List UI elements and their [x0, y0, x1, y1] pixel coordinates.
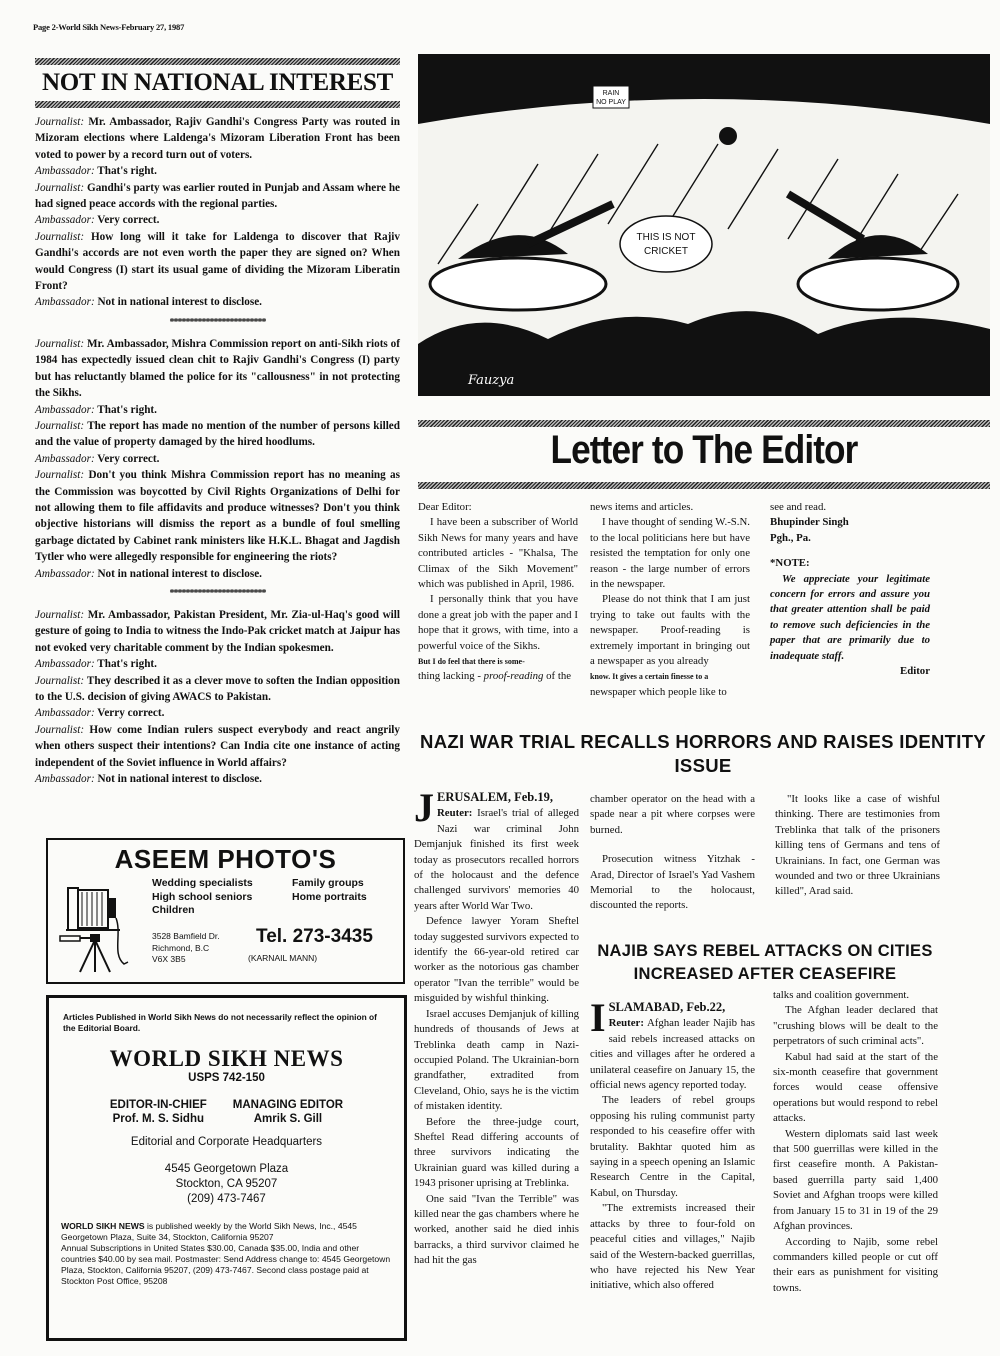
qa-line: [35, 212, 400, 228]
qa-line: [35, 180, 400, 213]
speaker-label: Ambassador:: [35, 296, 95, 309]
dropcap: J: [414, 785, 434, 830]
nazi-col-1: JERUSALEM, Feb.19, Reuter: Israel's trial of alleged Nazi war criminal John Demjanjuk finished its first week today as prosecutors recalled horrors of the holocaust and the defence challenged survivors' memories 40 years after World War Two. Defence lawyer Yoram Sheftel today suggested survivors expected to identify the 66-year-old retired car worker as the notorious gas chamber operator "Ivan the terrible" would be misguided by wishful thinking. Israel accuses Demjanjuk of killing hundreds of thousands of Jews at Treblinka death camp in Nazi-occupied Poland. The Ukrainian-born grandfather, extradited from Cleveland, Ohio, says he is the victim of mistaken identity. Before the three-judge court, Sheftel Read differing accounts of three survivors indicating the Ukrainian guard was killed during a 1943 prisoner uprising at Treblinka. One said "Ivan the Terrible" was killed near the gas chambers where he worked, another said he died inhis barracks, a third survivor claimed he had hit the gas: [414, 785, 579, 1267]
speaker-label: Journalist:: [35, 181, 85, 194]
qa-line: [35, 229, 400, 295]
headquarters-address: 4545 Georgetown Plaza Stockton, CA 95207 (209) 473-7467: [164, 1163, 289, 1205]
dropcap: I: [590, 995, 606, 1040]
speaker-label: Ambassador:: [35, 658, 95, 671]
political-cartoon: [418, 54, 990, 396]
qa-line: [35, 771, 400, 787]
dateline: ERUSALEM, Feb.19,: [437, 790, 553, 804]
qa-text: Mr. Ambassador, Pakistan President, Mr. Zia-ul-Haq's good will gesture of going to India to witness the Indo-Pak cricket match at Jaipur has not evoked very charitable comment by the Indian spokesmen.: [35, 608, 401, 654]
qa-text: Not in national interest to disclose.: [97, 567, 262, 580]
qa-line: [35, 467, 400, 565]
najib-headline: NAJIB SAYS REBEL ATTACKS ON CITIES INCREASED AFTER CEASEFIRE: [597, 942, 933, 983]
editor-note-label: *NOTE:: [770, 557, 810, 570]
publication-info: WORLD SIKH NEWS is published weekly by the World Sikh News, Inc., 4545 Georgetown Plaza, Suite 34, Stockton, California 95207 Annual Subscriptions in United States $30.00, Canada $35.00, India and other countries $40.00 by sea mail. Postmaster: Send Address change to: 4545 Georgetown Plaza, Stockton, California 95207, (209) 473-7467. Second class postage paid at Stockton Post Office, 95208: [61, 1221, 391, 1286]
svg-text:NO PLAY: NO PLAY: [596, 99, 626, 106]
cartoon-ball: [719, 127, 737, 145]
managing-editor: MANAGING EDITOR Amrik S. Gill: [232, 1099, 344, 1125]
nazi-col-2: chamber operator on the head with a spade near a pit where corpses were burned. Prosecution witness Yitzhak - Arad, Director of Israel's Yad Vashem Memorial to the holocaust, discounted the reports.: [590, 793, 755, 912]
page-folio: Page 2-World Sikh News-February 27, 1987: [33, 22, 185, 32]
letter-headline: Letter to The Editor: [550, 428, 858, 472]
qa-text: Not in national interest to disclose.: [97, 296, 262, 309]
speaker-label: Ambassador:: [35, 403, 95, 416]
qa-text: They described it as a clever move to soften the Indian opposition to the U.S. decision of giving AWACS to Pakistan.: [35, 674, 400, 703]
qa-text: Not in national interest to disclose.: [97, 773, 262, 786]
qa-line: [35, 722, 400, 771]
qa-text: That's right.: [97, 165, 157, 178]
nazi-col-3: "It looks like a case of wishful thinking. There are testimonies from Treblinka that talk of the prisoners killing tens of Germans and tens of Ukrainians. In fact, one German was wounded and two or three Ukrainians killed", Arad said.: [775, 793, 940, 898]
hatch-rule: [418, 482, 990, 489]
qa-text: Verry correct.: [97, 707, 165, 720]
speaker-label: Ambassador:: [35, 214, 95, 227]
qa-line: [35, 114, 400, 163]
qa-line: [35, 336, 400, 402]
qa-headline: NOT IN NATIONAL INTEREST: [41, 69, 393, 96]
najib-col-2: talks and coalition government. The Afghan leader declared that "crushing blows will be dealt to the perpetrators of such criminal acts". Kabul had said at the start of the six-month ceasefire that government forces would cease offensive operations but would respond to rebel attacks. Western diplomats said last week that 500 guerrillas were killed in the first ceasefire month. A Pakistan-based guerrilla party said 1,400 Soviet and Afghan troops were killed from January 15 to 31 in 19 of the 29 Afghan provinces. According to Najib, some rebel commanders killed people or cut off their ears as punishment for visiting towns.: [773, 989, 938, 1294]
speaker-label: Ambassador:: [35, 707, 95, 720]
dateline: SLAMABAD, Feb.22,: [608, 1000, 726, 1014]
qa-line: [35, 566, 400, 582]
headquarters-label: Editorial and Corporate Headquarters: [130, 1136, 323, 1148]
speaker-label: Journalist:: [35, 116, 85, 128]
ad-services-right: Family groups Home portraits: [292, 877, 367, 903]
hatch-rule: [35, 101, 400, 108]
qa-text: Mr. Ambassador, Mishra Commission report on anti-Sikh riots of 1984 has expectedly issued clean chit to Rajiv Gandhi's Congress (I) party but has reluctantly blamed the police for its "callousness" in not protecting the Sikhs.: [35, 337, 400, 400]
section-separator: ************************: [169, 316, 266, 328]
letter-col-2: news items and articles. I have thought of sending W.-S.N. to the local politicians here but have resisted the temptation for only one reason - the large number of errors in the newspaper. Please do not think that I am just trying to take out faults with the newspaper. Proof-reading is extremely important in bringing out a newspaper as you already know. It gives a certain finesse to a newspaper which people like to: [590, 501, 750, 698]
qa-text: Mr. Ambassador, Rajiv Gandhi's Congress Party was routed in Mizoram elections where Laldenga's Mizoram Liberation Front has been voted to power by a record turn out of voters.: [35, 116, 400, 161]
paper-name: WORLD SIKH NEWS: [109, 1046, 344, 1071]
qa-text: Very correct.: [97, 214, 160, 227]
ad-business-name: ASEEM PHOTO'S: [114, 844, 337, 874]
speaker-label: Ambassador:: [35, 773, 95, 786]
qa-text: How long will it take for Laldenga to discover that Rajiv Gandhi's accords are not even worth the paper they are signed on? When would Congress (I) start its usual game of dividing the Mizoram Liberatin Front?: [35, 230, 401, 293]
aseem-photo-ad: [46, 838, 405, 984]
cartoon-signature: Fauzya: [468, 373, 515, 388]
qa-line: [35, 705, 400, 721]
speaker-label: Journalist:: [35, 674, 85, 687]
editor-in-chief: EDITOR-IN-CHIEF Prof. M. S. Sidhu: [109, 1099, 207, 1125]
letter-signer-location: Pgh., Pa.: [770, 531, 811, 544]
svg-text:CRICKET: CRICKET: [644, 246, 688, 257]
nazi-trial-headline: NAZI WAR TRIAL RECALLS HORRORS AND RAISES IDENTITY ISSUE: [420, 731, 986, 776]
qa-text: That's right.: [97, 658, 157, 671]
qa-line: [35, 163, 400, 179]
ad-address: 3528 Bamfield Dr. Richmond, B.C V6X 3B5: [152, 931, 220, 964]
letter-signer: Bhupinder Singh: [770, 516, 849, 529]
qa-line: [35, 451, 400, 467]
speaker-label: Ambassador:: [35, 452, 95, 465]
qa-text: Don't you think Mishra Commission report has no meaning as the Commission was boycotted by Civil Rights Organizations of Delhi for not allowing them to file affidavits and produce witnesses? Don't you think objective historians will dismiss the report as a bundle of foul smelling garbage dictated by Cabinet rank ministers like H.K.L. Bhagat and Jagdish Tytler who were allegedly responsible for engineering the riots?: [35, 469, 401, 564]
najib-col-1: ISLAMABAD, Feb.22, Reuter: Afghan leader Najib has said rebels increased attacks on cities and villages after he ordered a unilateral ceasefire on January 15, the official news agency reported today. The leaders of rebel groups opposing his ruling communist party responded to his ceasefire offer with brutality. Bakhtar quoted him as saying in a speech opening an Islamic Research Centre in the Capital, Kabul, on Thursday. "The extremists increased their attacks by three to four-fold on peaceful cities and villages," Najib said of the Western-backed guerrillas, who have rejected his New Year initiative, which also offered: [590, 995, 755, 1292]
ad-services-left: Wedding specialists High school seniors Children: [152, 877, 253, 916]
qa-line: [35, 418, 400, 451]
cartoon-speech-bubble: [620, 216, 712, 272]
ad-contact: (KARNAIL MANN): [248, 953, 318, 963]
usps-number: USPS 742-150: [188, 1072, 265, 1084]
editorial-disclaimer: Articles Published in World Sikh News do not necessarily reflect the opinion of the Editorial Board.: [63, 1012, 377, 1033]
qa-text: Very correct.: [97, 452, 160, 465]
hatch-rule: [35, 58, 400, 65]
editors: [49, 1098, 404, 1126]
speaker-label: Journalist:: [35, 230, 85, 243]
editor-note: We appreciate your legitimate concern for errors and assure you that greater attention shall be paid to remove such deficiencies in the paper that are primarily due to inadequate staff.: [770, 572, 930, 662]
section-separator: ************************: [169, 587, 266, 599]
qa-line: [35, 402, 400, 418]
letter-col-3: see and read. Bhupinder Singh Pgh., Pa. *NOTE: We appreciate your legitimate concern for errors and assure you that greater attention shall be paid to remove such deficiencies in the paper that are primarily due to inadequate staff. Editor: [770, 500, 930, 679]
speaker-label: Ambassador:: [35, 567, 95, 580]
qa-text: Gandhi's party was earlier routed in Punjab and Assam where he had signed peace accords with the regional parties.: [35, 181, 401, 211]
speaker-label: Journalist:: [35, 723, 85, 736]
qa-line: [35, 673, 400, 706]
speaker-label: Journalist:: [35, 419, 85, 432]
svg-text:THIS IS NOT: THIS IS NOT: [636, 232, 696, 243]
qa-text: The report has made no mention of the number of persons killed and the value of property damaged by the hired hoodlums.: [35, 419, 400, 449]
ad-telephone: Tel. 273-3435: [256, 926, 373, 947]
speaker-label: Journalist:: [35, 469, 85, 482]
qa-body: [35, 114, 400, 787]
speaker-label: Journalist:: [35, 337, 85, 350]
masthead-box: [46, 995, 407, 1341]
svg-text:RAIN: RAIN: [602, 90, 620, 97]
speaker-label: Journalist:: [35, 608, 85, 621]
speaker-label: Ambassador:: [35, 165, 95, 178]
qa-text: How come Indian rulers suspect everybody and react angrily when others suspect their intentions? Can India cite one instance of acting independent of the Soviet influence in World affairs?: [35, 723, 401, 769]
qa-column: [35, 58, 400, 787]
qa-line: [35, 607, 400, 656]
letter-salutation: Dear Editor:: [418, 501, 472, 513]
qa-line: [35, 294, 400, 310]
qa-line: [35, 656, 400, 672]
qa-text: That's right.: [97, 403, 157, 416]
editor-note-signature: Editor: [900, 665, 930, 678]
camera-illustration-icon: [58, 884, 140, 974]
hatch-rule: [418, 420, 990, 427]
letter-col-1: Dear Editor: I have been a subscriber of World Sikh News for many years and have contributed articles - "Khalsa, The Climax of the Sikh Movement" which was published in April, 1986. I personally think that you have done a great job with the paper and I hope that it grows, with time, into a powerful voice of the Sikhs. But I do feel that there is some- thing lacking - proof-reading of the: [418, 501, 578, 683]
